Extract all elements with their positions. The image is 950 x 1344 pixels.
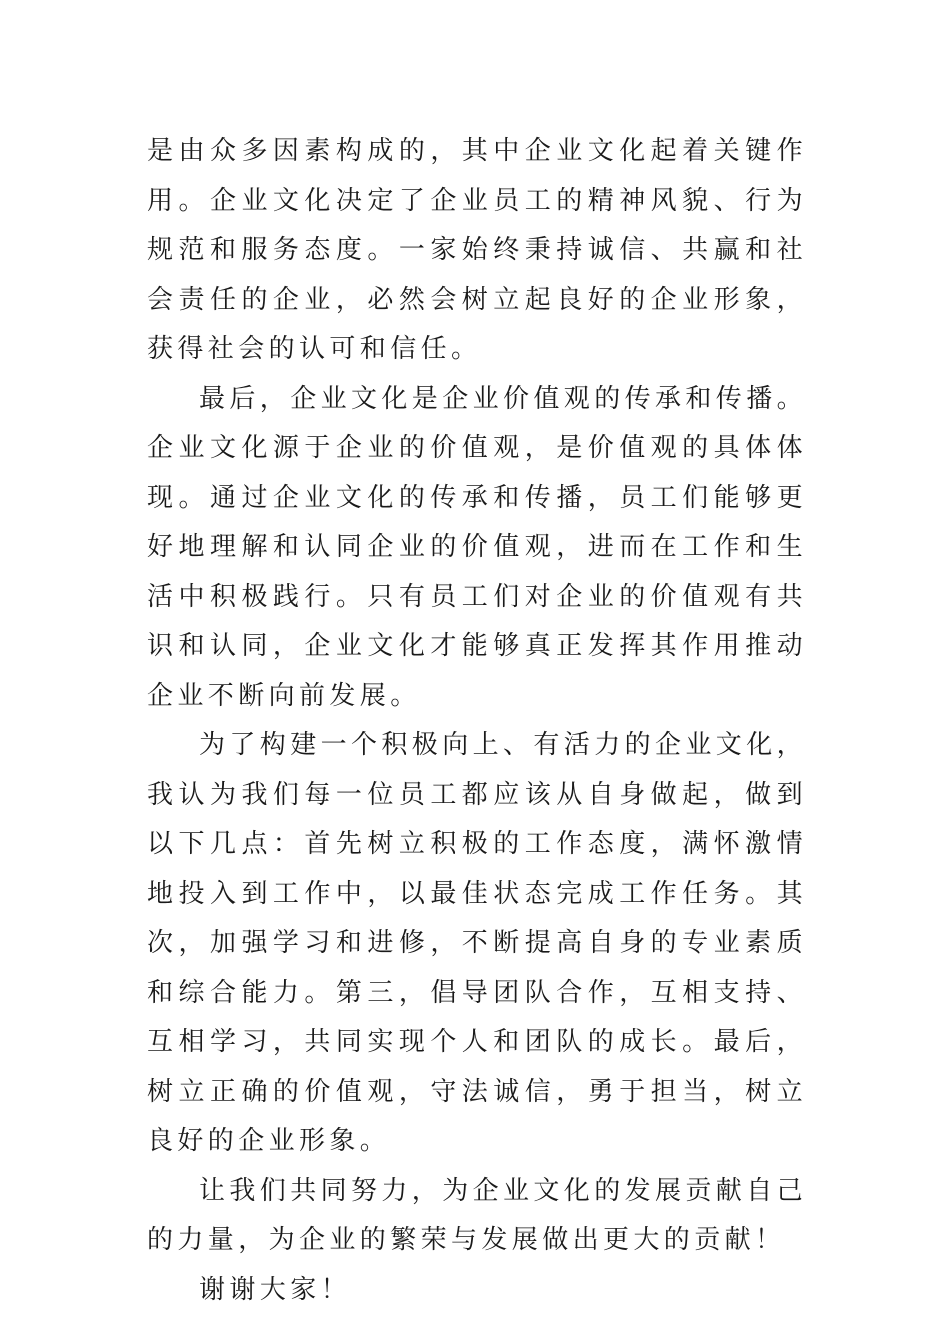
- paragraph-continued: 是由众多因素构成的，其中企业文化起着关键作用。企业文化决定了企业员工的精神风貌、行为规范和服务态度。一家始终秉持诚信、共赢和社会责任的企业，必然会树立起良好的企业形象，获得社会的认可和信任。: [147, 136, 807, 364]
- paragraph-call-to-action: 让我们共同努力，为企业文化的发展贡献自己的力量，为企业的繁荣与发展做出更大的贡献！: [147, 1175, 808, 1255]
- paragraph-thanks: 谢谢大家！: [199, 1274, 352, 1305]
- document-body: [147, 127, 807, 1315]
- paragraph-values: 最后，企业文化是企业价值观的传承和传播。企业文化源于企业的价值观，是价值观的具体体现。通过企业文化的传承和传播，员工们能够更好地理解和认同企业的价值观，进而在工作和生活中积极践行。只有员工们对企业的价值观有共识和认同，企业文化才能够真正发挥其作用推动企业不断向前发展。: [147, 383, 808, 711]
- paragraph-actions: 为了构建一个积极向上、有活力的企业文化，我认为我们每一位员工都应该从自身做起，做到以下几点：首先树立积极的工作态度，满怀激情地投入到工作中，以最佳状态完成工作任务。其次，加强学习和进修，不断提高自身的专业素质和综合能力。第三，倡导团队合作，互相支持、互相学习，共同实现个人和团队的成长。最后，树立正确的价值观，守法诚信，勇于担当，树立良好的企业形象。: [147, 730, 808, 1156]
